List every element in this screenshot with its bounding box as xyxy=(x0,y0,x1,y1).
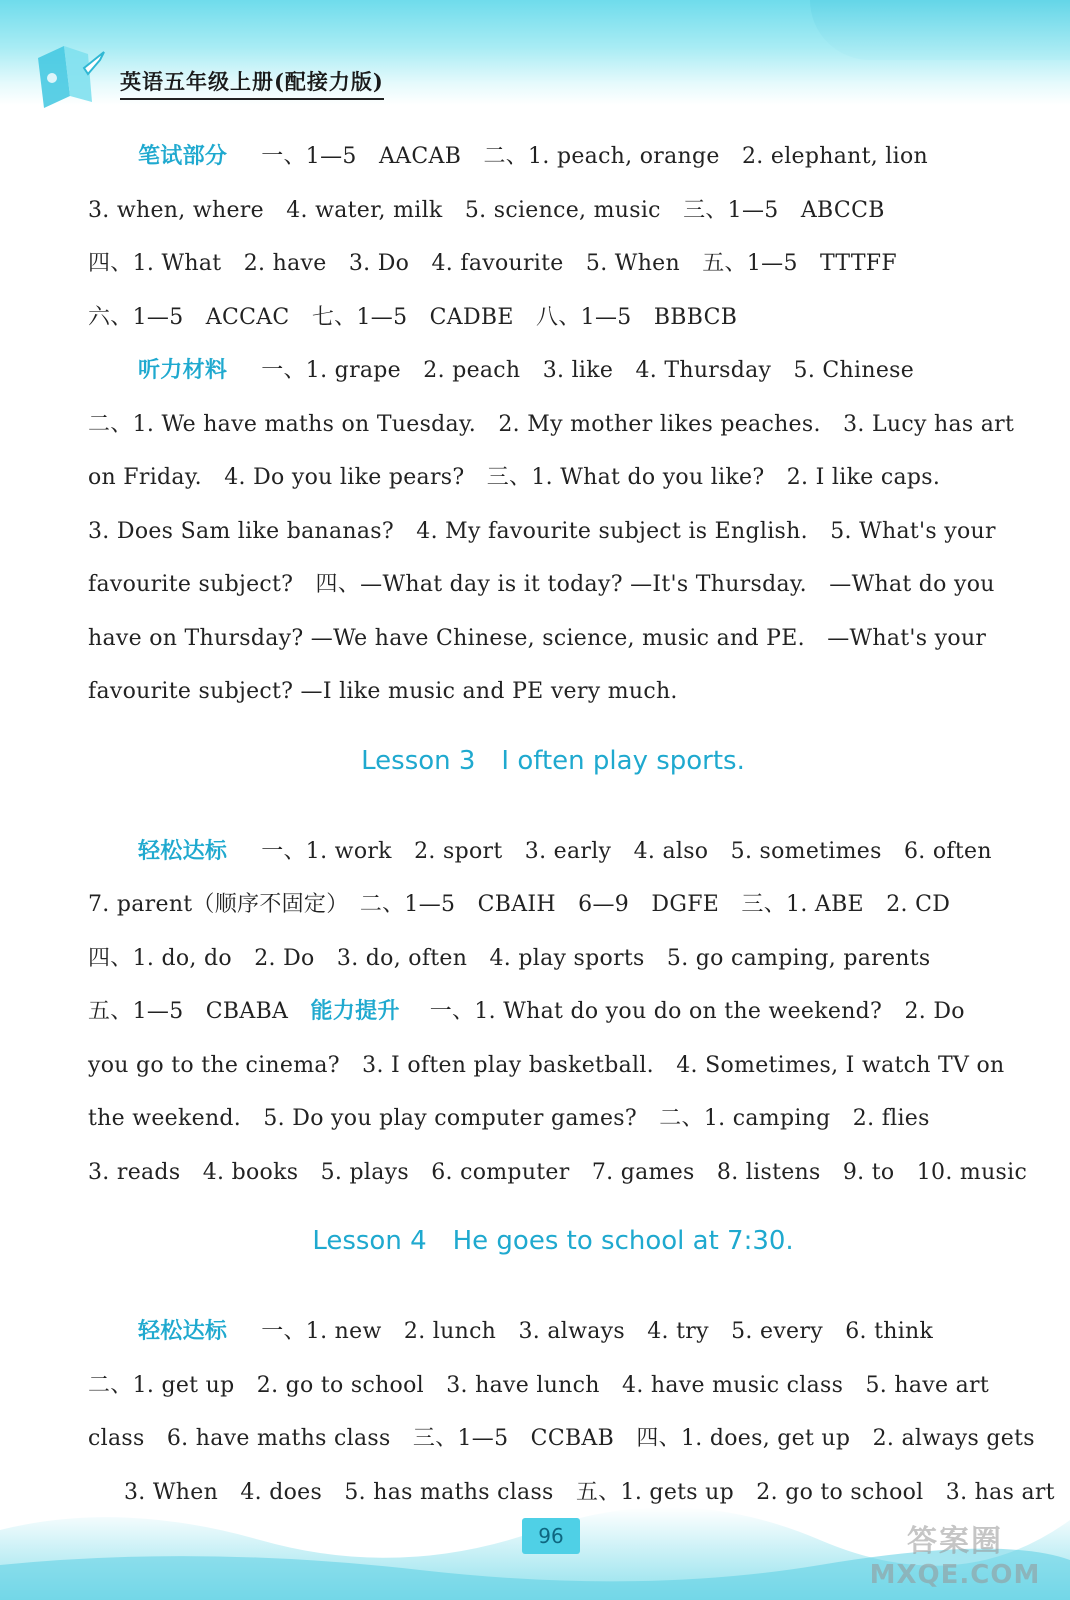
answer-text: 四、1. What 2. have 3. Do 4. favourite 5. When 五、1—5 TTTFF xyxy=(88,251,897,276)
answer-line xyxy=(88,1146,1028,1200)
answer-text: 二、1. get up 2. go to school 3. have lunch 4. have music class 5. have art xyxy=(88,1372,989,1398)
answer-text: 一、1. grape 2. peach 3. like 4. Thursday 5. Chinese xyxy=(261,358,915,383)
answer-content xyxy=(88,130,1055,1519)
answer-line xyxy=(88,291,1018,345)
answer-text: favourite subject? 四、—What day is it today? —It's Thursday. —What do you xyxy=(88,572,995,597)
answer-line xyxy=(88,985,1018,1039)
answer-text: 3. Does Sam like bananas? 4. My favourite subject is English. 5. What's your xyxy=(88,518,996,544)
section-tag: 笔试部分 xyxy=(138,144,228,169)
answer-line xyxy=(88,878,1018,932)
answer-text: 六、1—5 ACCAC 七、1—5 CADBE 八、1—5 BBBCB xyxy=(88,304,738,330)
book-logo-icon xyxy=(30,38,110,118)
answer-text: have on Thursday? —We have Chinese, science, music and PE. —What's your xyxy=(88,625,987,651)
answer-line xyxy=(88,1412,1035,1466)
answer-line xyxy=(88,184,1018,238)
section-tag: 听力材料 xyxy=(138,358,228,383)
answer-text: 二、1. We have maths on Tuesday. 2. My mother likes peaches. 3. Lucy has art xyxy=(88,411,1015,437)
header-decoration xyxy=(810,0,1070,60)
answer-text: 一、1—5 AACAB 二、1. peach, orange 2. elephant, lion xyxy=(261,144,928,169)
answer-text: 四、1. do, do 2. Do 3. do, often 4. play sports 5. go camping, parents xyxy=(88,945,931,971)
answer-text: 一、1. work 2. sport 3. early 4. also 5. sometimes 6. often xyxy=(261,838,992,864)
watermark xyxy=(860,1516,1050,1590)
answer-line xyxy=(88,825,1018,879)
answer-line xyxy=(88,237,1018,291)
answer-text: 3. reads 4. books 5. plays 6. computer 7. games 8. listens 9. to 10. music xyxy=(88,1159,1028,1185)
answer-line xyxy=(88,505,1018,559)
lesson-heading: Lesson 3 I often play sports. xyxy=(361,745,745,776)
answer-text: 3. When 4. does 5. has maths class 五、1. gets up 2. go to school 3. has art xyxy=(124,1479,1055,1505)
answer-text: 五、1—5 CBABA xyxy=(88,999,311,1024)
answer-text: favourite subject? —I like music and PE very much. xyxy=(88,679,678,704)
answer-line xyxy=(88,344,1018,398)
answer-text: 3. when, where 4. water, milk 5. science, music 三、1—5 ABCCB xyxy=(88,197,885,223)
answer-line xyxy=(88,130,1018,184)
answer-line xyxy=(88,451,1018,505)
lesson-heading: Lesson 4 He goes to school at 7:30. xyxy=(312,1226,794,1256)
book-title: 英语五年级上册(配接力版) xyxy=(120,66,384,100)
watermark-top: 答案圈 xyxy=(907,1524,1003,1559)
answer-text: 一、1. new 2. lunch 3. always 4. try 5. every 6. think xyxy=(261,1319,934,1344)
answer-line xyxy=(88,612,1018,666)
answer-line xyxy=(88,398,1018,452)
section-tag: 轻松达标 xyxy=(138,838,228,864)
answer-text: the weekend. 5. Do you play computer games? 二、1. camping 2. flies xyxy=(88,1106,930,1131)
answer-line xyxy=(88,1039,1018,1093)
answer-line xyxy=(88,665,1018,719)
watermark-bottom: MXQE.COM xyxy=(869,1560,1041,1590)
answer-text: class 6. have maths class 三、1—5 CCBAB 四、1. does, get up 2. always gets xyxy=(88,1426,1035,1451)
page-number: 96 xyxy=(522,1518,580,1554)
answer-line xyxy=(88,932,1018,986)
answer-text: on Friday. 4. Do you like pears? 三、1. What do you like? 2. I like caps. xyxy=(88,465,941,490)
answer-line xyxy=(88,1359,1018,1413)
section-tag: 轻松达标 xyxy=(138,1319,228,1344)
answer-text: 7. parent（顺序不固定） 二、1—5 CBAIH 6—9 DGFE 三、1. ABE 2. CD xyxy=(88,892,951,917)
answer-line xyxy=(88,1092,1018,1146)
section-tag: 能力提升 xyxy=(310,999,400,1024)
answer-line xyxy=(88,558,1018,612)
answer-text: you go to the cinema? 3. I often play basketball. 4. Sometimes, I watch TV on xyxy=(88,1052,1005,1078)
answer-line xyxy=(88,1305,1018,1359)
answer-text: 一、1. What do you do on the weekend? 2. Do xyxy=(429,999,965,1024)
